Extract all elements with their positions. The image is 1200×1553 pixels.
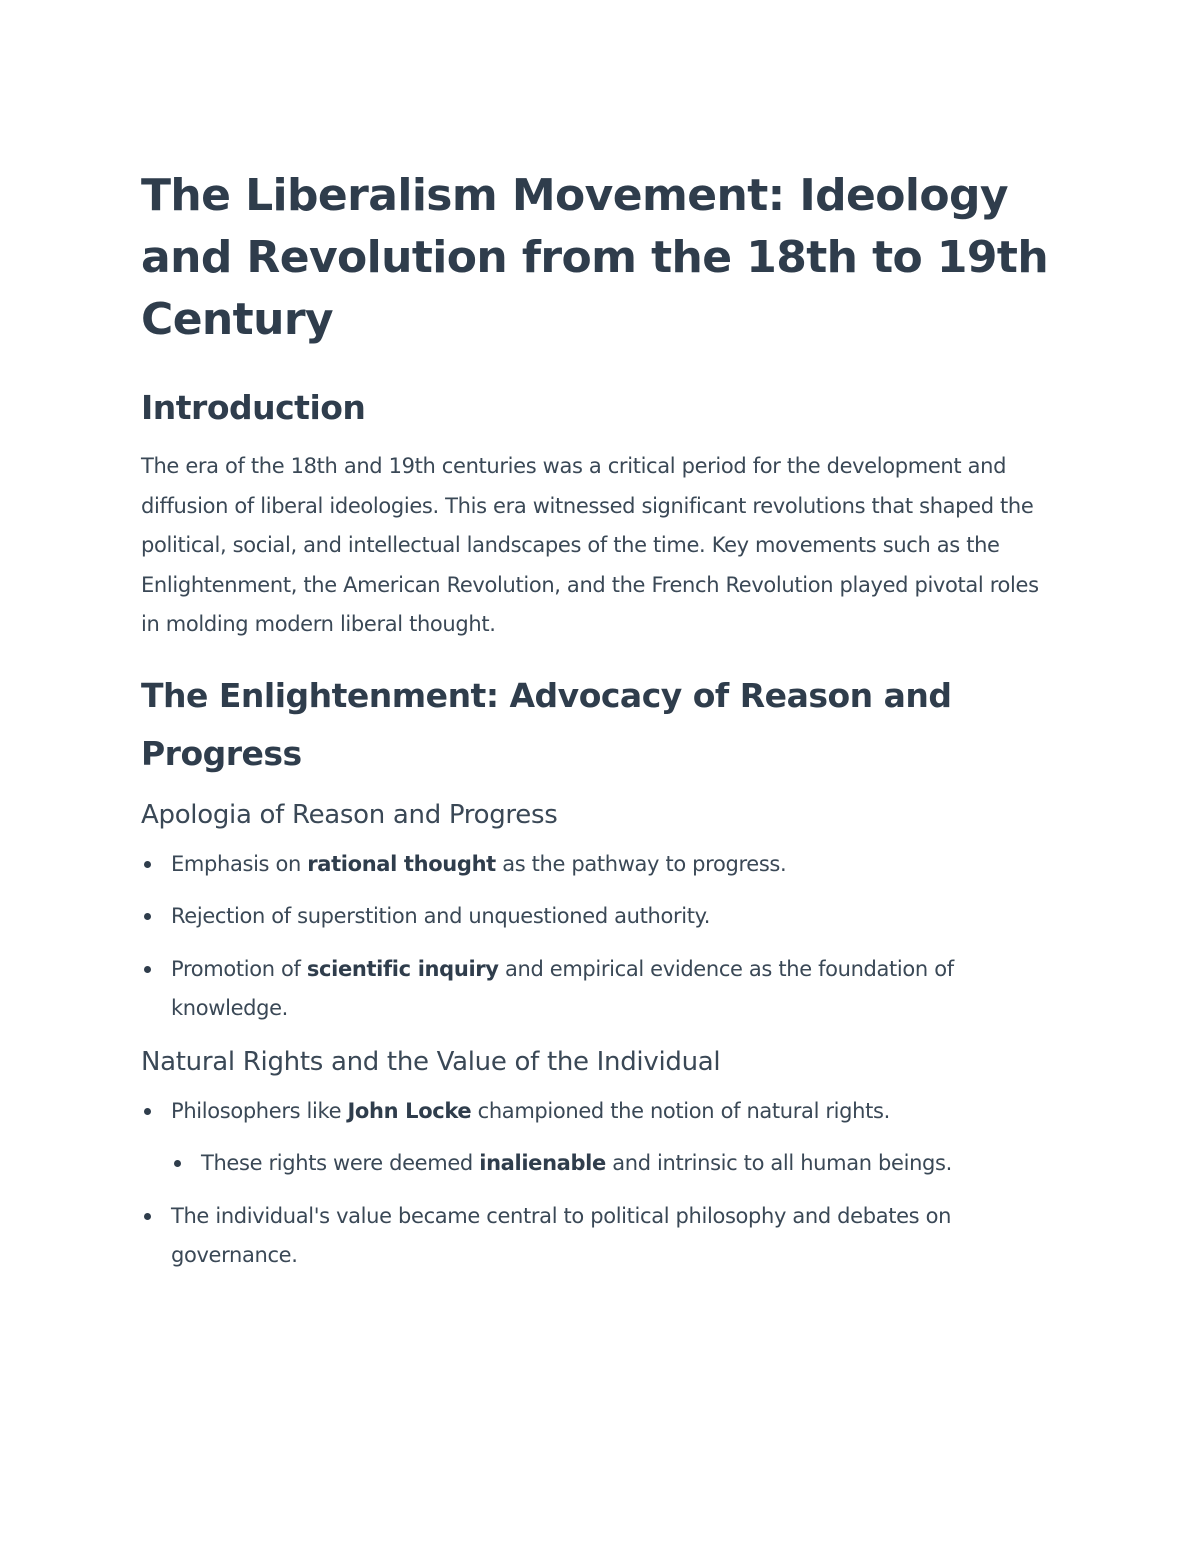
list-item-bold: rational thought (307, 851, 496, 876)
list-item (141, 1092, 1061, 1184)
bullet-icon (174, 1160, 181, 1167)
list-item-text: championed the notion of natural rights. (471, 1098, 890, 1123)
list-item-text: Philosophers like (171, 1098, 348, 1123)
list-item-bold: inalienable (479, 1151, 606, 1175)
list-item-text: as the pathway to progress. (495, 851, 787, 876)
list-item (141, 1197, 1061, 1276)
list-item-bold: scientific inquiry (306, 956, 499, 981)
list-item-text: The individual's value became central to political philosophy and debates on governance. (171, 1203, 952, 1267)
enlightenment-heading: The Enlightenment: Advocacy of Reason and Progress (141, 675, 952, 773)
document-page (141, 165, 1061, 1289)
list-item-text: Rejection of superstition and unquestioned authority. (171, 904, 711, 928)
nested-list-item (171, 1144, 1061, 1184)
list-item-text: Emphasis on (171, 851, 308, 876)
bullet-icon (144, 861, 151, 868)
apologia-subheading: Apologia of Reason and Progress (141, 799, 558, 830)
introduction-paragraph: The era of the 18th and 19th centuries was a critical period for the development and diffusion of liberal ideologies. This era witnessed significant revolutions that shaped the political, social, and intellectual landscapes of the time. Key movements such as the Enlightenment, the American Revolution, and the French Revolution played pivotal roles in molding modern liberal thought. (141, 454, 1039, 636)
bullet-icon (144, 1213, 151, 1220)
natural-rights-list (141, 1092, 1061, 1276)
apologia-list (141, 845, 1061, 1029)
list-item (141, 845, 1061, 885)
list-item-bold: John Locke (347, 1098, 472, 1123)
document-title: The Liberalism Movement: Ideology and Revolution from the 18th to 19th Century (141, 170, 1049, 345)
introduction-heading: Introduction (141, 388, 366, 427)
bullet-icon (144, 913, 151, 920)
list-item (141, 897, 1061, 937)
natural-rights-subheading: Natural Rights and the Value of the Individual (141, 1046, 721, 1077)
bullet-icon (144, 1108, 151, 1115)
list-item-text: These rights were deemed (201, 1151, 480, 1175)
list-item-text: and intrinsic to all human beings. (605, 1151, 952, 1175)
bullet-icon (144, 966, 151, 973)
list-item-text: Promotion of (171, 956, 307, 981)
list-item-text: and empirical evidence as the foundation of knowledge. (171, 956, 954, 1020)
nested-list (171, 1144, 1061, 1184)
list-item (141, 950, 1061, 1029)
